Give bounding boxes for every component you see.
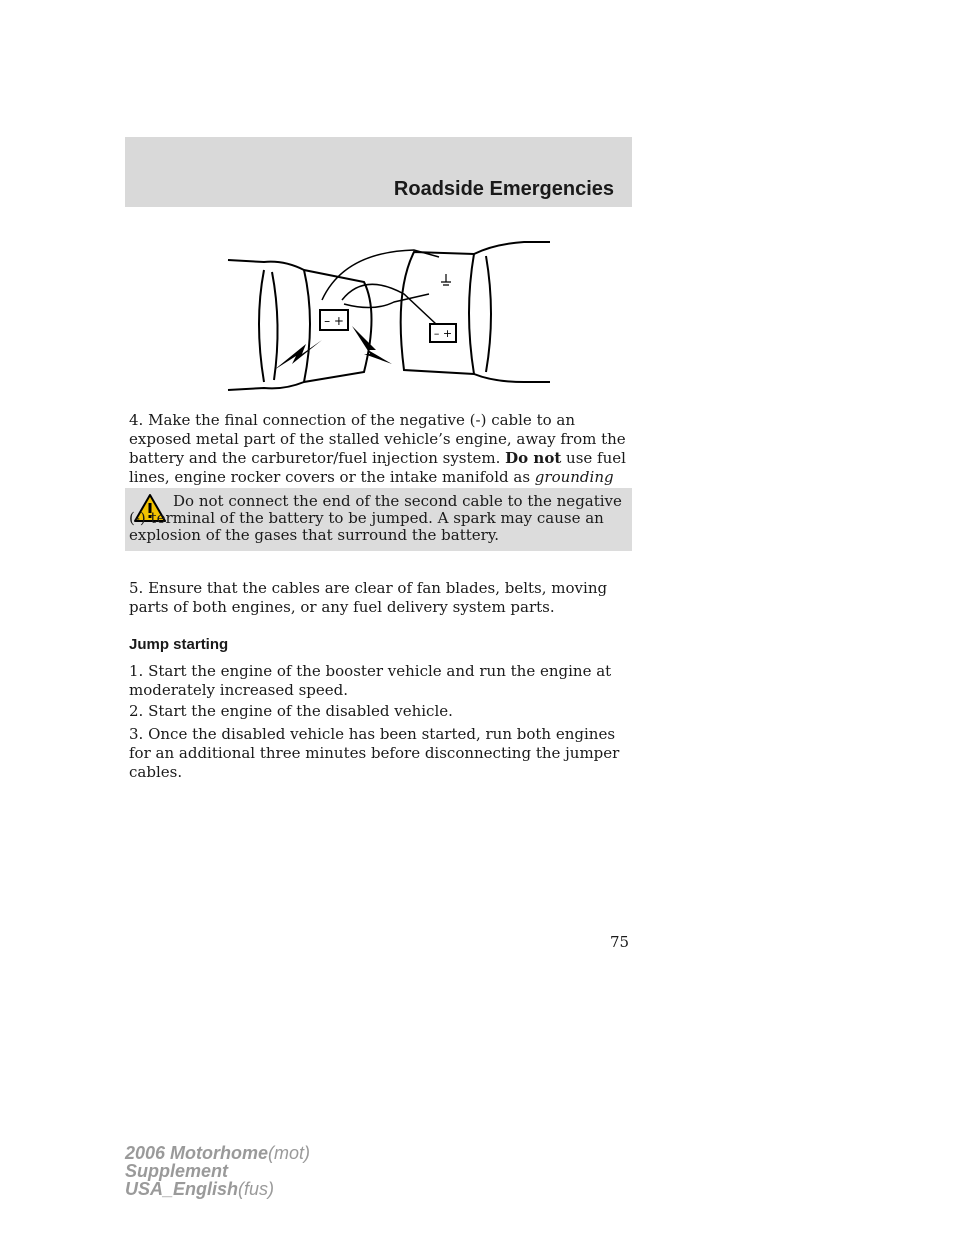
section-header-band <box>125 137 632 207</box>
jump-step-3: 3. Once the disabled vehicle has been started, run both engines for an additional three minutes before disconnecting the jumper cables. <box>129 725 620 781</box>
battery-right-label: – + <box>433 327 453 340</box>
footer-language-code: (fus) <box>238 1179 275 1199</box>
step-4-bold: Do not <box>505 449 562 467</box>
jump-step-2: 2. Start the engine of the disabled vehicle. <box>129 702 453 720</box>
warning-text: Do not connect the end of the second cable to the negative (-) terminal of the battery to be jumped. A spark may cause an explosion of the gases that surround the battery. <box>129 492 622 544</box>
step-4-intro: 4. Make the final connection of the negative (-) cable to an exposed metal part of the stalled vehicle’s engine, away from the battery and the carburetor/fuel injection system. <box>129 411 626 467</box>
jump-step-1: 1. Start the engine of the booster vehicle and run the engine at moderately increased speed. <box>129 662 612 699</box>
step-5-paragraph: 5. Ensure that the cables are clear of fan blades, belts, moving parts of both engines, or any fuel delivery system parts. <box>129 579 608 616</box>
footer-model: 2006 Motorhome <box>125 1143 269 1163</box>
footer-model-code: (mot) <box>268 1143 311 1163</box>
footer-supplement: Supplement <box>125 1161 229 1181</box>
step-4-mid: use fuel lines, engine rocker covers or the intake manifold as <box>129 449 626 486</box>
jump-start-diagram <box>224 232 554 392</box>
footer-language: USA_English <box>125 1179 239 1199</box>
section-title: Roadside Emergencies <box>393 178 614 200</box>
document-footer <box>125 1144 310 1198</box>
jump-starting-heading: Jump starting <box>129 636 229 653</box>
step-4-italic: grounding <box>534 468 614 486</box>
page-number: 75 <box>610 933 630 951</box>
battery-left-label: – + <box>324 314 344 328</box>
warning-box <box>125 488 632 551</box>
